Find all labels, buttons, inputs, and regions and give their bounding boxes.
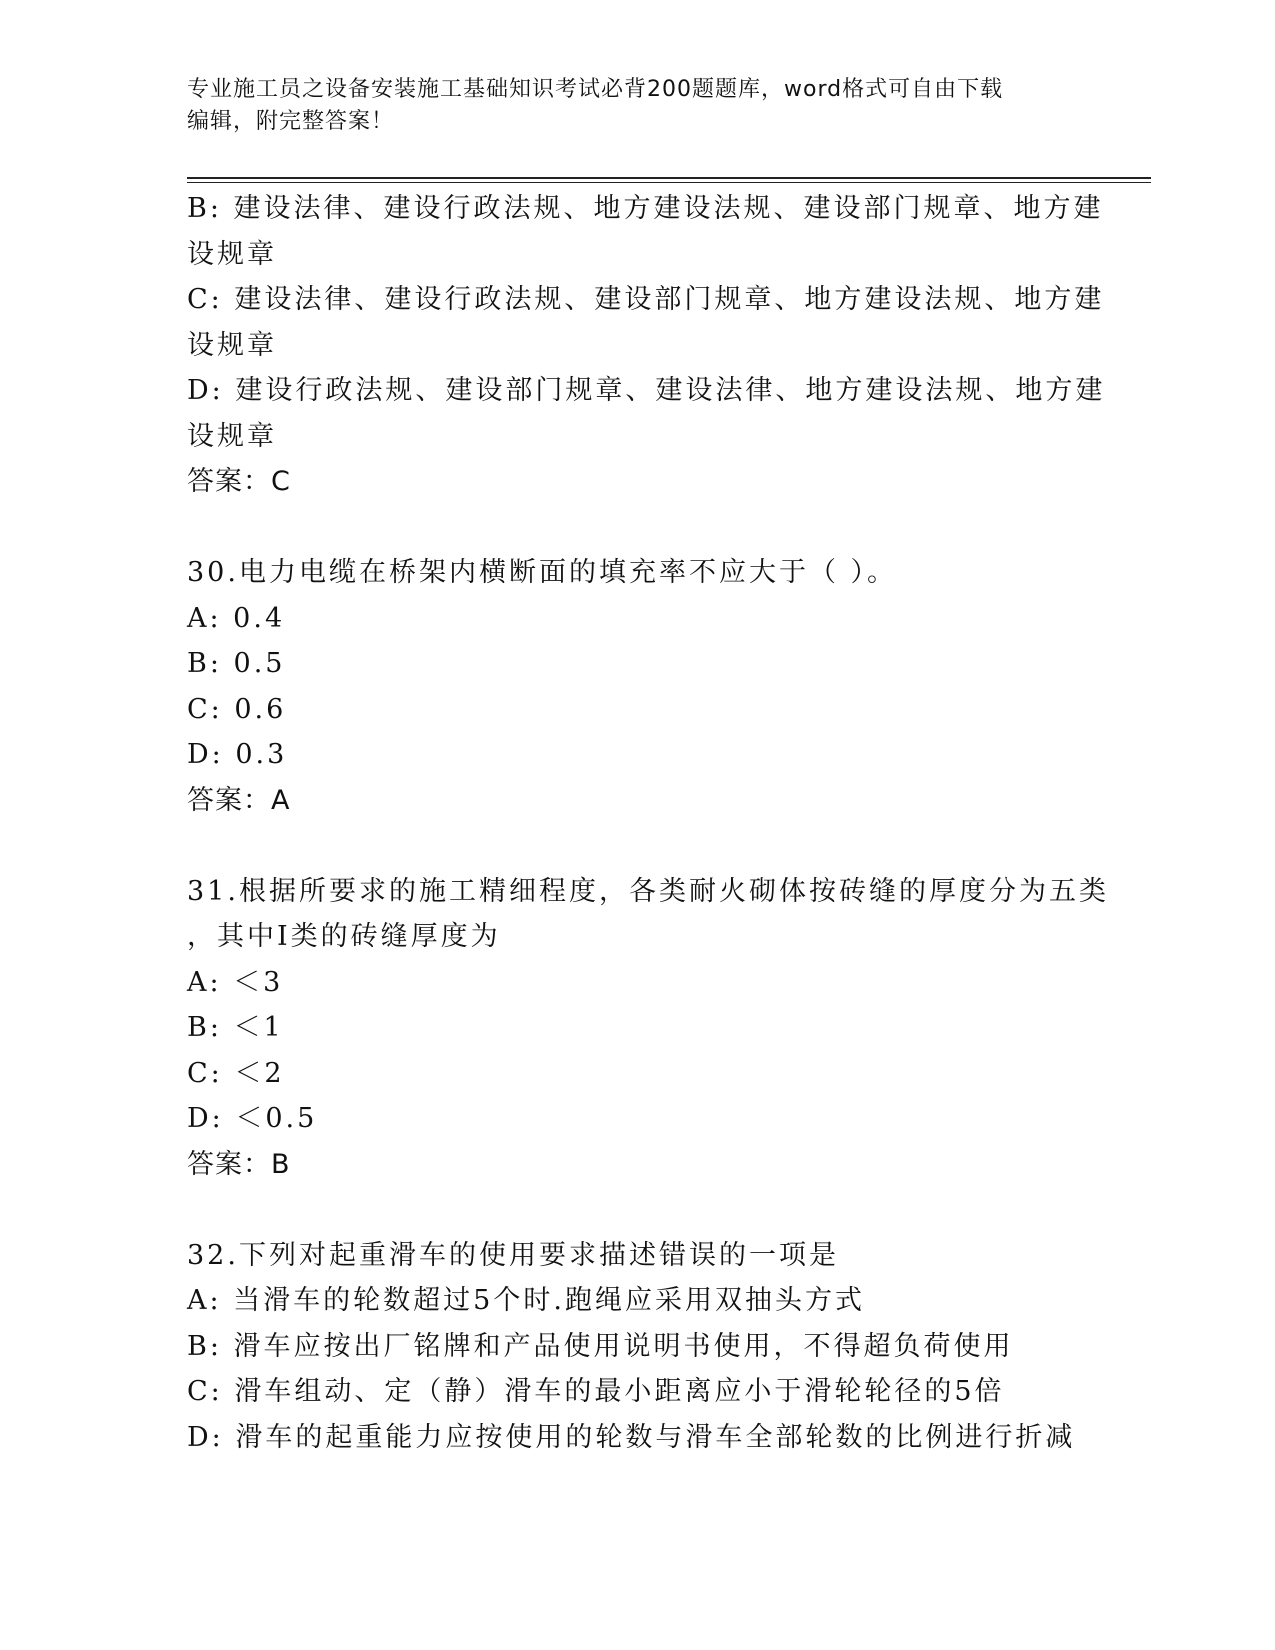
header-line-2: 编辑，附完整答案！ xyxy=(187,109,395,134)
document-header xyxy=(187,74,1087,138)
spacer xyxy=(187,1187,1077,1233)
option-b: B: 0.5 xyxy=(187,648,286,679)
option-a: A: 0.4 xyxy=(187,602,286,634)
spacer xyxy=(187,505,1077,551)
header-divider-thin xyxy=(187,182,1151,183)
answer-line: 答案：C xyxy=(187,466,291,497)
question-content xyxy=(187,186,1109,1460)
option-d: D: ＜0.5 xyxy=(187,1103,318,1134)
question-stem-line-1: 31.根据所要求的施工精细程度，各类耐火砌体按砖缝的厚度分为五类 xyxy=(187,875,1109,907)
option-a: A: ＜3 xyxy=(187,966,284,998)
question-stem: 32.下列对起重滑车的使用要求描述错误的一项是 xyxy=(187,1239,839,1271)
option-c-line-2: 设规章 xyxy=(187,329,277,361)
option-a: A: 当滑车的轮数超过5个时.跑绳应采用双抽头方式 xyxy=(187,1285,865,1316)
question-31 xyxy=(187,869,1109,1188)
option-c: C: 0.6 xyxy=(187,693,287,725)
answer-line: 答案：B xyxy=(187,1148,291,1180)
option-d-line-1: D: 建设行政法规、建设部门规章、建设法律、地方建设法规、地方建 xyxy=(187,375,1106,406)
spacer xyxy=(187,823,1077,869)
header-line-1: 专业施工员之设备安装施工基础知识考试必背200题题库，word格式可自由下载 xyxy=(187,77,1004,102)
option-b-line-2: 设规章 xyxy=(187,238,277,270)
option-d: D: 0.3 xyxy=(187,739,288,770)
option-d: D: 滑车的起重能力应按使用的轮数与滑车全部轮数的比例进行折减 xyxy=(187,1421,1076,1453)
option-b-line-1: B: 建设法律、建设行政法规、地方建设法规、建设部门规章、地方建 xyxy=(187,193,1104,224)
option-c: C: 滑车组动、定（静）滑车的最小距离应小于滑轮轮径的5倍 xyxy=(187,1376,1005,1407)
option-b: B: 滑车应按出厂铭牌和产品使用说明书使用，不得超负荷使用 xyxy=(187,1330,1014,1362)
question-29-continued xyxy=(187,186,1106,505)
header-divider-thick xyxy=(187,177,1151,179)
option-d-line-2: 设规章 xyxy=(187,420,277,452)
answer-line: 答案：A xyxy=(187,784,291,816)
option-b: B: ＜1 xyxy=(187,1012,284,1043)
question-stem-line-2: ，其中Ⅰ类的砖缝厚度为 xyxy=(187,921,501,952)
question-30 xyxy=(187,550,1077,823)
option-c-line-1: C: 建设法律、建设行政法规、建设部门规章、地方建设法规、地方建 xyxy=(187,284,1105,315)
question-32 xyxy=(187,1233,1077,1461)
question-stem: 30.电力电缆在桥架内横断面的填充率不应大于（ ）。 xyxy=(187,557,898,588)
option-c: C: ＜2 xyxy=(187,1057,285,1089)
